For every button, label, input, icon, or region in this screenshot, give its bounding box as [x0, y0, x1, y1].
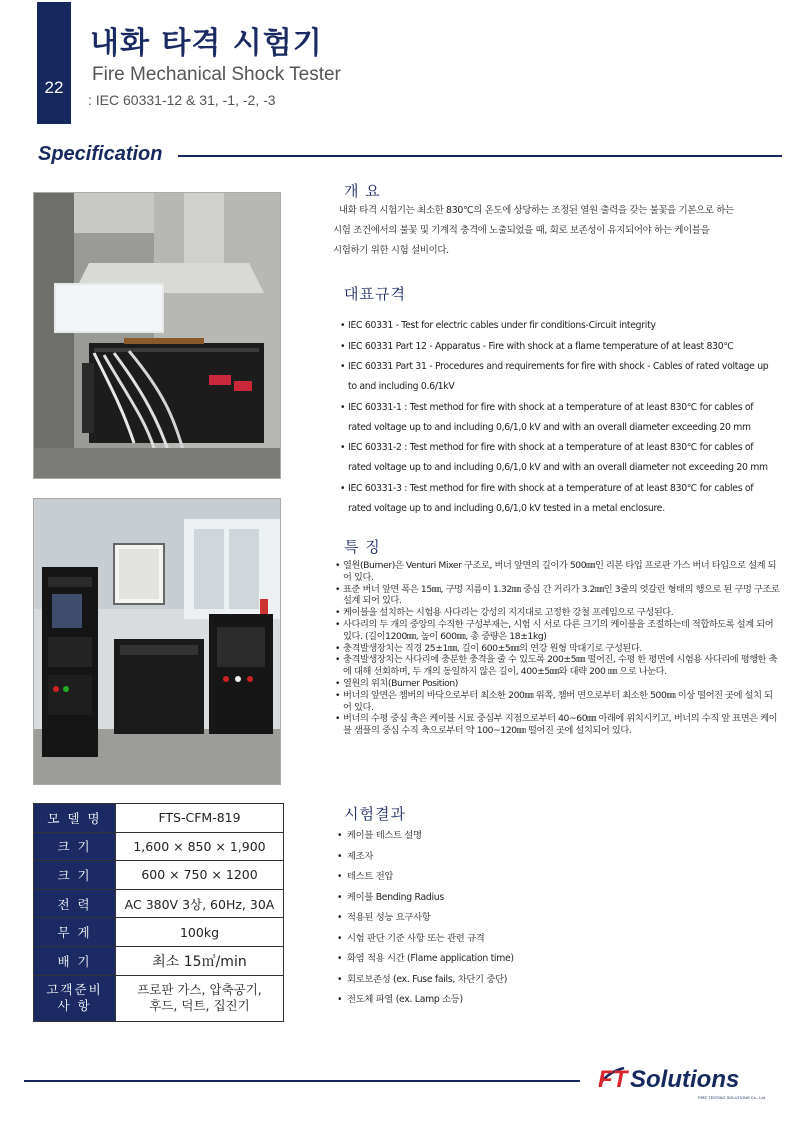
- section-heading-specification: Specification: [38, 143, 163, 165]
- svg-text:FIRE TESTING SOLUTIONS Co., Lt: FIRE TESTING SOLUTIONS Co., Ltd.: [698, 1095, 766, 1100]
- table-row: [34, 918, 284, 947]
- list-item: • 충격발생장치는 사다리에 충분한 충격을 줄 수 있도록 200±5㎜ 떨어진, 수평 한 평면에 시험용 사다리에 평행한 축에 대해 선회하며, 두 개의 동일하지 않은 길이, 400±5㎜와 대략 200 ㎜ 으로 나눈다.: [333, 654, 781, 678]
- table-row: [34, 832, 284, 861]
- row-label: 크 기: [34, 832, 116, 861]
- list-item: • 케이블 Bending Radius: [335, 888, 735, 909]
- table-row: [34, 861, 284, 890]
- row-value: 1,600 × 850 × 1,900: [116, 832, 284, 861]
- features-list: [333, 560, 781, 737]
- list-item: • 버너의 앞면은 챔버의 바닥으로부터 최소한 200㎜ 위쪽, 챔버 면으로부터 최소한 500㎜ 이상 떨어진 곳에 설치 되어 있다.: [333, 690, 781, 714]
- overview-line: 시험하기 위한 시험 설비이다.: [333, 245, 449, 256]
- svg-text:Solutions: Solutions: [630, 1066, 740, 1093]
- list-item: • 열원의 위치(Burner Position): [333, 678, 781, 690]
- heading-rule: [178, 155, 782, 157]
- table-row: [34, 946, 284, 975]
- list-item: • IEC 60331 - Test for electric cables under fir conditions-Circuit integrity: [338, 316, 778, 336]
- list-item: • IEC 60331-1 : Test method for fire with shock at a temperature of at least 830℃ for cables of rated voltage up to and including 0,6/1,0 kV and with an overall diameter exceeding 20 mm: [338, 398, 778, 438]
- list-item: • IEC 60331 Part 12 - Apparatus - Fire with shock at a flame temperature of at least 830℃: [338, 337, 778, 357]
- row-label: 무 게: [34, 918, 116, 947]
- row-value: FTS-CFM-819: [116, 804, 284, 833]
- list-item: • 제조자: [335, 847, 735, 868]
- list-item: • IEC 60331-2 : Test method for fire with shock at a temperature of at least 830℃ for cables of rated voltage up to and including 0,6/1,0 kV and with an overall diameter not exceeding 20 mm: [338, 438, 778, 478]
- list-item: • 표준 버너 앞면 폭은 15㎜, 구멍 지름이 1.32㎜ 중심 간 거리가 3.2㎜인 3줄의 엇갈린 형태의 행으로 된 구멍 구조로 설계 되어 있다.: [333, 584, 781, 608]
- overview-line: 내화 타격 시험기는 최소한 830℃의 온도에 상당하는 조정된 열원 출력을 갖는 불꽃을 기본으로 하는: [339, 205, 734, 216]
- features-heading: 특 징: [344, 538, 381, 556]
- row-label: 모 델 명: [34, 804, 116, 833]
- row-value: 최소 15㎥/min: [116, 946, 284, 975]
- standards-list: [338, 316, 778, 519]
- row-label: 크 기: [34, 861, 116, 890]
- list-item: • 적용된 성능 요구사항: [335, 908, 735, 929]
- row-value: 600 × 750 × 1200: [116, 861, 284, 890]
- overview-heading: 개 요: [344, 182, 381, 200]
- table-row: [34, 889, 284, 918]
- row-label: 배 기: [34, 946, 116, 975]
- row-value: 프로판 가스, 압축공기, 후드, 덕트, 집진기: [116, 975, 284, 1021]
- list-item: • 충격발생장치는 직경 25±1㎜, 길이 600±5㎜의 연강 원형 막대기로 구성된다.: [333, 643, 781, 655]
- row-label: 전 력: [34, 889, 116, 918]
- list-item: • 화염 적용 시간 (Flame application time): [335, 949, 735, 970]
- results-heading: 시험결과: [344, 805, 406, 823]
- title-english: Fire Mechanical Shock Tester: [92, 64, 341, 85]
- overview-text: [333, 201, 775, 261]
- spec-table: [33, 803, 284, 1022]
- list-item: • 전도체 파열 (ex. Lamp 소등): [335, 990, 735, 1011]
- list-item: • 사다리의 두 개의 중앙의 수직한 구성부재는, 시험 시 서로 다른 크기의 케이블을 조절하는데 적합하도록 설계 되어 있다. (길이1200㎜, 높이 600㎜, 총 중량은 18±1kg): [333, 619, 781, 643]
- svg-text:FT: FT: [598, 1066, 628, 1093]
- standards-heading: 대표규격: [344, 285, 406, 303]
- footer-rule: [24, 1080, 580, 1082]
- list-item: • 시험 판단 기준 사항 또는 관련 규격: [335, 929, 735, 950]
- row-value: 100kg: [116, 918, 284, 947]
- list-item: • 버너의 수평 중심 축은 케이블 시료 중심부 지점으로부터 40~60㎜ 아래에 위치시키고, 버너의 수직 앞 표면은 케이블 샘플의 중심 수직 축으로부터 약 100~120㎜ 떨어진 곳에 설치되어 있다.: [333, 713, 781, 737]
- table-row: [34, 975, 284, 1021]
- list-item: • 케이블 테스트 설명: [335, 826, 735, 847]
- list-item: • 케이블을 설치하는 시험용 사다리는 강성의 지지대로 고정한 강철 프레임으로 구성된다.: [333, 607, 781, 619]
- page-number-tab: [37, 2, 71, 124]
- list-item: • 테스트 전압: [335, 867, 735, 888]
- list-item: • IEC 60331-3 : Test method for fire with shock at a temperature of at least 830℃ for cables of rated voltage up to and including 0,6/1,0 kV tested in a metal enclosure.: [338, 479, 778, 519]
- results-list: [335, 826, 735, 1011]
- list-item: • 열원(Burner)은 Venturi Mixer 구조로, 버너 앞면의 길이가 500㎜인 리본 타입 프로판 가스 버너 타입으로 설계 되어 있다.: [333, 560, 781, 584]
- list-item: • IEC 60331 Part 31 - Procedures and requirements for fire with shock - Cables of rated voltage up to and including 0.6/1kV: [338, 357, 778, 397]
- photo-test-chamber: [33, 192, 281, 479]
- row-label: 고객준비 사 항: [34, 975, 116, 1021]
- company-logo: [598, 1058, 770, 1102]
- list-item: • 회로보존성 (ex. Fuse fails, 차단기 중단): [335, 970, 735, 991]
- overview-line: 시험 조건에서의 불꽃 및 기계적 충격에 노출되었을 때, 회로 보존성이 유지되어야 하는 케이블을: [333, 225, 710, 236]
- title-korean: 내화 타격 시험기: [90, 26, 323, 61]
- title-standards: : IEC 60331-12 & 31, -1, -2, -3: [88, 92, 276, 108]
- page-number: 22: [44, 78, 64, 97]
- table-row: [34, 804, 284, 833]
- photo-control-cabinets: [33, 498, 281, 785]
- row-value: AC 380V 3상, 60Hz, 30A: [116, 889, 284, 918]
